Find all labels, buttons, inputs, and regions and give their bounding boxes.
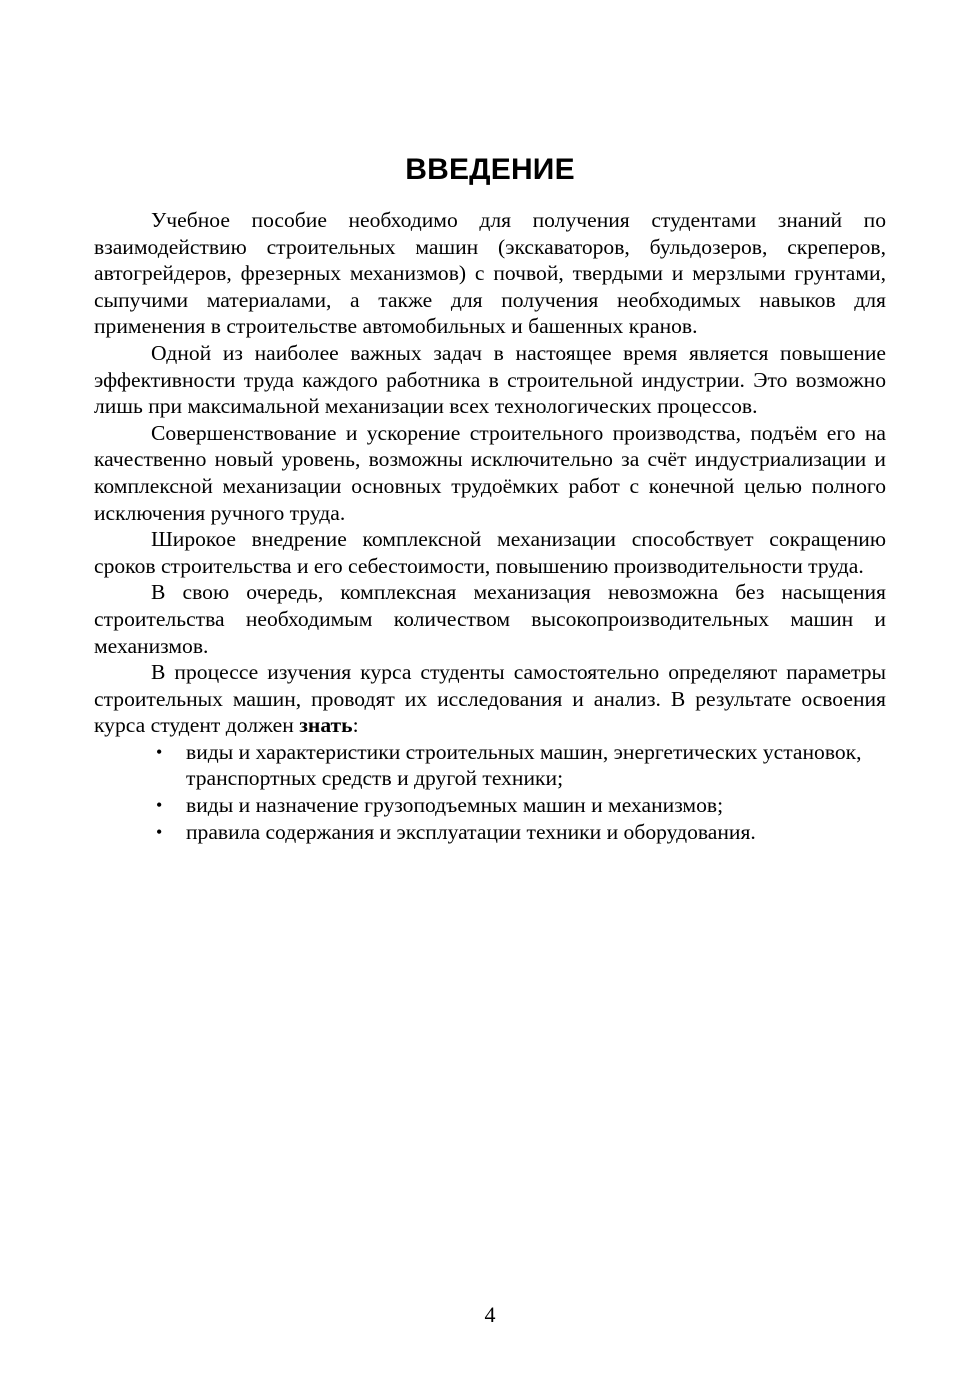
list-item: [156, 819, 886, 846]
paragraph-learning-outcomes: [94, 659, 886, 739]
paragraph-colon: :: [352, 713, 359, 738]
list-item-text: виды и назначение грузоподъемных машин и механизмов;: [186, 793, 724, 818]
list-item: [156, 792, 886, 819]
bullet-list: [94, 739, 886, 845]
paragraph: Учебное пособие необходимо для получения студентами знаний по взаимодействию строительных машин (экскаваторов, бульдозеров, скреперов, автогрейдеров, фрезерных механизмов) с почвой, твердыми и мерзлыми грунтами, сыпучими материалами, а также для получения необходимых навыков для применения в строительстве автомобильных и башенных кранов.: [94, 208, 886, 339]
list-item-text: виды и характеристики строительных машин, энергетических установок, транспортных средств и другой техники;: [186, 739, 862, 791]
bullet-icon: •: [156, 741, 163, 762]
paragraph: Совершенствование и ускорение строительного производства, подъём его на качественно новый уровень, возможны исключительно за счёт индустриализации и комплексной механизации основных трудоёмких работ с конечной целью полного исключения ручного труда.: [94, 420, 886, 525]
list-item-text: правила содержания и эксплуатации техники и оборудования.: [186, 819, 756, 844]
paragraph: Широкое внедрение комплексной механизации способствует сокращению сроков строительства и его себестоимости, повышению производительности труда.: [94, 527, 886, 578]
body-text: [94, 207, 886, 845]
bullet-icon: •: [156, 821, 163, 842]
list-item: [156, 739, 886, 792]
page-number: 4: [484, 1302, 496, 1327]
paragraph: В свою очередь, комплексная механизация невозможна без насыщения строительства необходимым количеством высокопроизводительных машин и механизмов.: [94, 580, 886, 658]
paragraph: Одной из наиболее важных задач в настоящее время является повышение эффективности труда каждого работника в строительной индустрии. Это возможно лишь при максимальной механизации всех технологических процессов.: [94, 340, 886, 419]
paragraph-text: В процессе изучения курса студенты самостоятельно определяют параметры строительных машин, проводят их исследования и анализ. В результате освоения курса студент должен: [94, 660, 886, 738]
bullet-icon: •: [156, 795, 163, 816]
emphasis-know: знать: [299, 713, 353, 738]
page-title: ВВЕДЕНИЕ: [405, 153, 575, 186]
